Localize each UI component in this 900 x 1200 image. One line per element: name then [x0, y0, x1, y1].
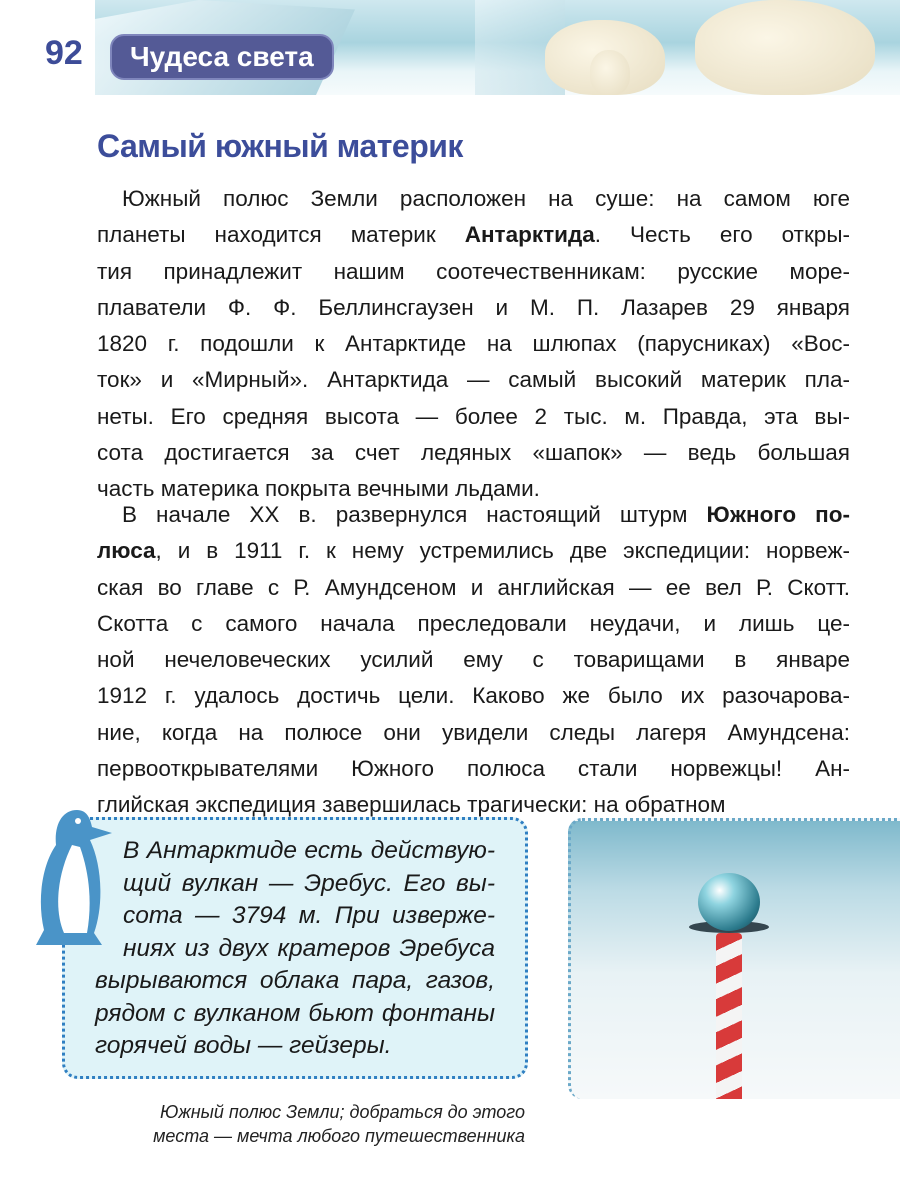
bold-term: люса [97, 538, 156, 564]
text-line [97, 290, 850, 326]
text-line [97, 181, 850, 217]
fact-line: ниях из двух кратеров Эребуса [123, 934, 495, 962]
text-segment: глийская экспедиция завершилась трагически: на обратном [97, 792, 726, 818]
caption-line: места — мечта любого путешественника [153, 1126, 525, 1146]
text-segment: Южный полюс Земли расположен на суше: на самом юге [122, 186, 850, 211]
fact-line: горячей воды — гейзеры. [95, 1032, 392, 1059]
text-segment: часть материка покрыта вечными льдами. [97, 476, 540, 502]
fact-line: рядом с вулканом бьют фонтаны [95, 999, 495, 1027]
text-segment: ной нечеловеческих усилий ему с товарищами в январе [97, 647, 850, 673]
text-segment: плаватели Ф. Ф. Беллинсгаузен и М. П. Лазарев 29 января [97, 294, 850, 320]
text-segment: . Честь его откры- [594, 222, 850, 248]
text-line [97, 497, 850, 533]
text-line [97, 570, 850, 606]
text-segment: ская во главе с Р. Амундсеном и английская — ее вел Р. Скотт. [97, 574, 850, 600]
text-line [97, 606, 850, 642]
photo-caption [100, 1100, 525, 1148]
text-segment: ток» и «Мирный». Антарктида — самый высокий материк пла- [97, 367, 850, 393]
text-segment: 1912 г. удалось достичь цели. Каково же было их разочарова- [97, 683, 850, 709]
text-segment: неты. Его средняя высота — более 2 тыс. м. Правда, эта вы- [97, 403, 850, 429]
text-segment: Скотта с самого начала преследовали неудачи, и лишь це- [97, 610, 850, 636]
fact-line: В Антарктиде есть действую- [123, 837, 495, 864]
text-line [97, 435, 850, 471]
paragraph-south-pole-race [97, 497, 850, 824]
text-segment: ние, когда на полюсе они увидели следы лагеря Амундсена: [97, 719, 850, 745]
striped-pole [716, 933, 742, 1099]
page-number: 92 [45, 34, 83, 72]
text-segment: планеты находится материк [97, 222, 465, 248]
text-line [97, 642, 850, 678]
page-title: Самый южный материк [97, 128, 463, 164]
text-segment: В начале XX в. развернулся настоящий штурм [122, 502, 707, 527]
text-segment: 1820 г. подошли к Антарктиде на шлюпах (парусниках) «Вос- [97, 331, 850, 357]
text-line [97, 326, 850, 362]
bold-term: Южного по- [706, 502, 850, 527]
text-segment: сота достигается за счет ледяных «шапок» — ведь большая [97, 440, 850, 466]
text-segment: , и в 1911 г. к нему устремились две экспедиции: норвеж- [155, 538, 850, 564]
text-line [97, 533, 850, 569]
fact-line: щий вулкан — Эребус. Его вы- [123, 869, 495, 897]
text-line [97, 362, 850, 398]
text-line [97, 678, 850, 714]
section-label: Чудеса света [110, 34, 334, 80]
text-segment: тия принадлежит нашим соотечественникам: русские море- [97, 258, 850, 284]
fact-text-erebus [95, 835, 495, 1063]
caption-line: Южный полюс Земли; добраться до этого [159, 1102, 525, 1122]
text-line [97, 254, 850, 290]
text-line [97, 399, 850, 435]
text-line [97, 715, 850, 751]
text-line [97, 751, 850, 787]
bold-term: Антарктида [464, 222, 595, 248]
text-segment: первооткрывателями Южного полюса стали норвежцы! Ан- [97, 756, 850, 782]
mirror-sphere [698, 873, 760, 931]
fact-line: вырываются облака пара, газов, [95, 967, 495, 994]
paragraph-antarctica [97, 181, 850, 508]
text-line [97, 217, 850, 253]
south-pole-marker-photo [568, 818, 900, 1099]
fact-line: сота — 3794 м. При изверже- [123, 902, 495, 929]
